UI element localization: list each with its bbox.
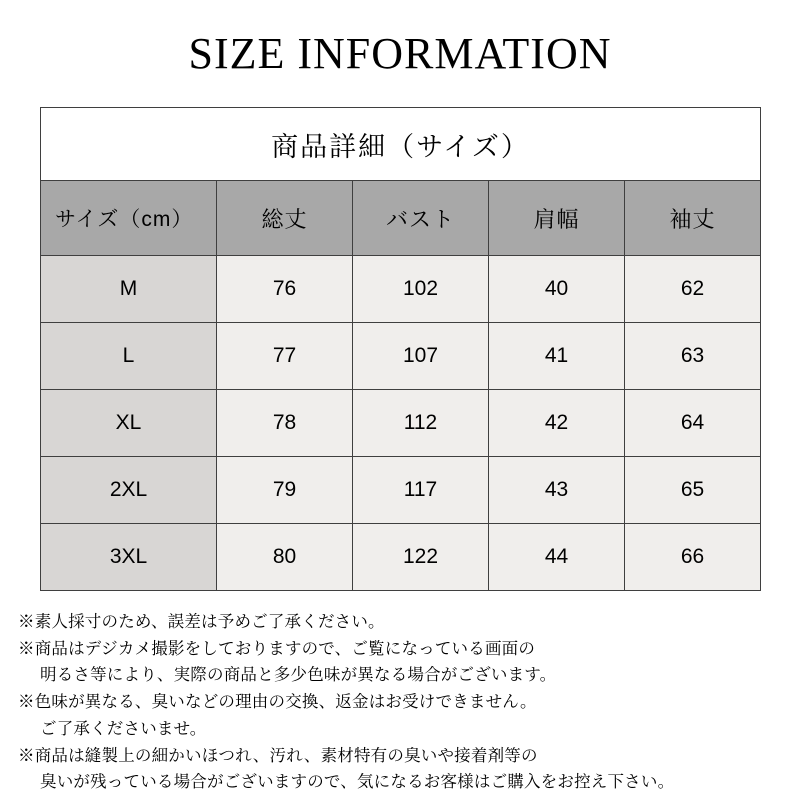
cell-bust: 122 <box>353 524 489 591</box>
cell-length: 77 <box>217 323 353 390</box>
cell-shoulder: 42 <box>489 390 625 457</box>
cell-size: M <box>41 256 217 323</box>
cell-shoulder: 44 <box>489 524 625 591</box>
cell-sleeve: 62 <box>625 256 761 323</box>
cell-sleeve: 63 <box>625 323 761 390</box>
note-line: ご了承くださいませ。 <box>40 719 207 738</box>
cell-length: 76 <box>217 256 353 323</box>
table-caption: 商品詳細（サイズ） <box>41 108 761 181</box>
cell-sleeve: 65 <box>625 457 761 524</box>
table-row <box>41 256 761 323</box>
column-header-shoulder: 肩幅 <box>489 181 625 256</box>
note-line: ※商品はデジカメ撮影をしておりますので、ご覧になっている画面の <box>18 639 536 658</box>
cell-bust: 117 <box>353 457 489 524</box>
cell-bust: 107 <box>353 323 489 390</box>
cell-shoulder: 43 <box>489 457 625 524</box>
cell-bust: 102 <box>353 256 489 323</box>
table-row <box>41 323 761 390</box>
cell-size: L <box>41 323 217 390</box>
cell-sleeve: 66 <box>625 524 761 591</box>
table-row <box>41 457 761 524</box>
cell-sleeve: 64 <box>625 390 761 457</box>
page-title: SIZE INFORMATION <box>188 29 612 78</box>
table-caption-row <box>41 108 761 181</box>
table-row <box>41 524 761 591</box>
table-header-row <box>41 181 761 256</box>
cell-bust: 112 <box>353 390 489 457</box>
note-line: ※素人採寸のため、誤差は予めご了承ください。 <box>18 613 385 631</box>
column-header-length: 総丈 <box>217 181 353 256</box>
note-line: ※商品は縫製上の細かいほつれ、汚れ、素材特有の臭いや接着剤等の <box>18 746 538 765</box>
size-table <box>40 107 761 591</box>
cell-length: 80 <box>217 524 353 591</box>
note-line: 臭いが残っている場合がございますので、気になるお客様はご購入をお控え下さい。 <box>40 773 675 792</box>
cell-size: 2XL <box>41 457 217 524</box>
cell-shoulder: 41 <box>489 323 625 390</box>
cell-length: 79 <box>217 457 353 524</box>
notes-block <box>18 609 782 796</box>
note-line: ※色味が異なる、臭いなどの理由の交換、返金はお受けできません。 <box>18 693 537 712</box>
cell-size: 3XL <box>41 524 217 591</box>
cell-size: XL <box>41 390 217 457</box>
note-line: 明るさ等により、実際の商品と多少色味が異なる場合がございます。 <box>40 666 557 685</box>
column-header-sleeve: 袖丈 <box>625 181 761 256</box>
column-header-size: サイズ（cm） <box>41 181 217 256</box>
table-row <box>41 390 761 457</box>
column-header-bust: バスト <box>353 181 489 256</box>
cell-length: 78 <box>217 390 353 457</box>
size-table-container <box>40 107 760 591</box>
cell-shoulder: 40 <box>489 256 625 323</box>
